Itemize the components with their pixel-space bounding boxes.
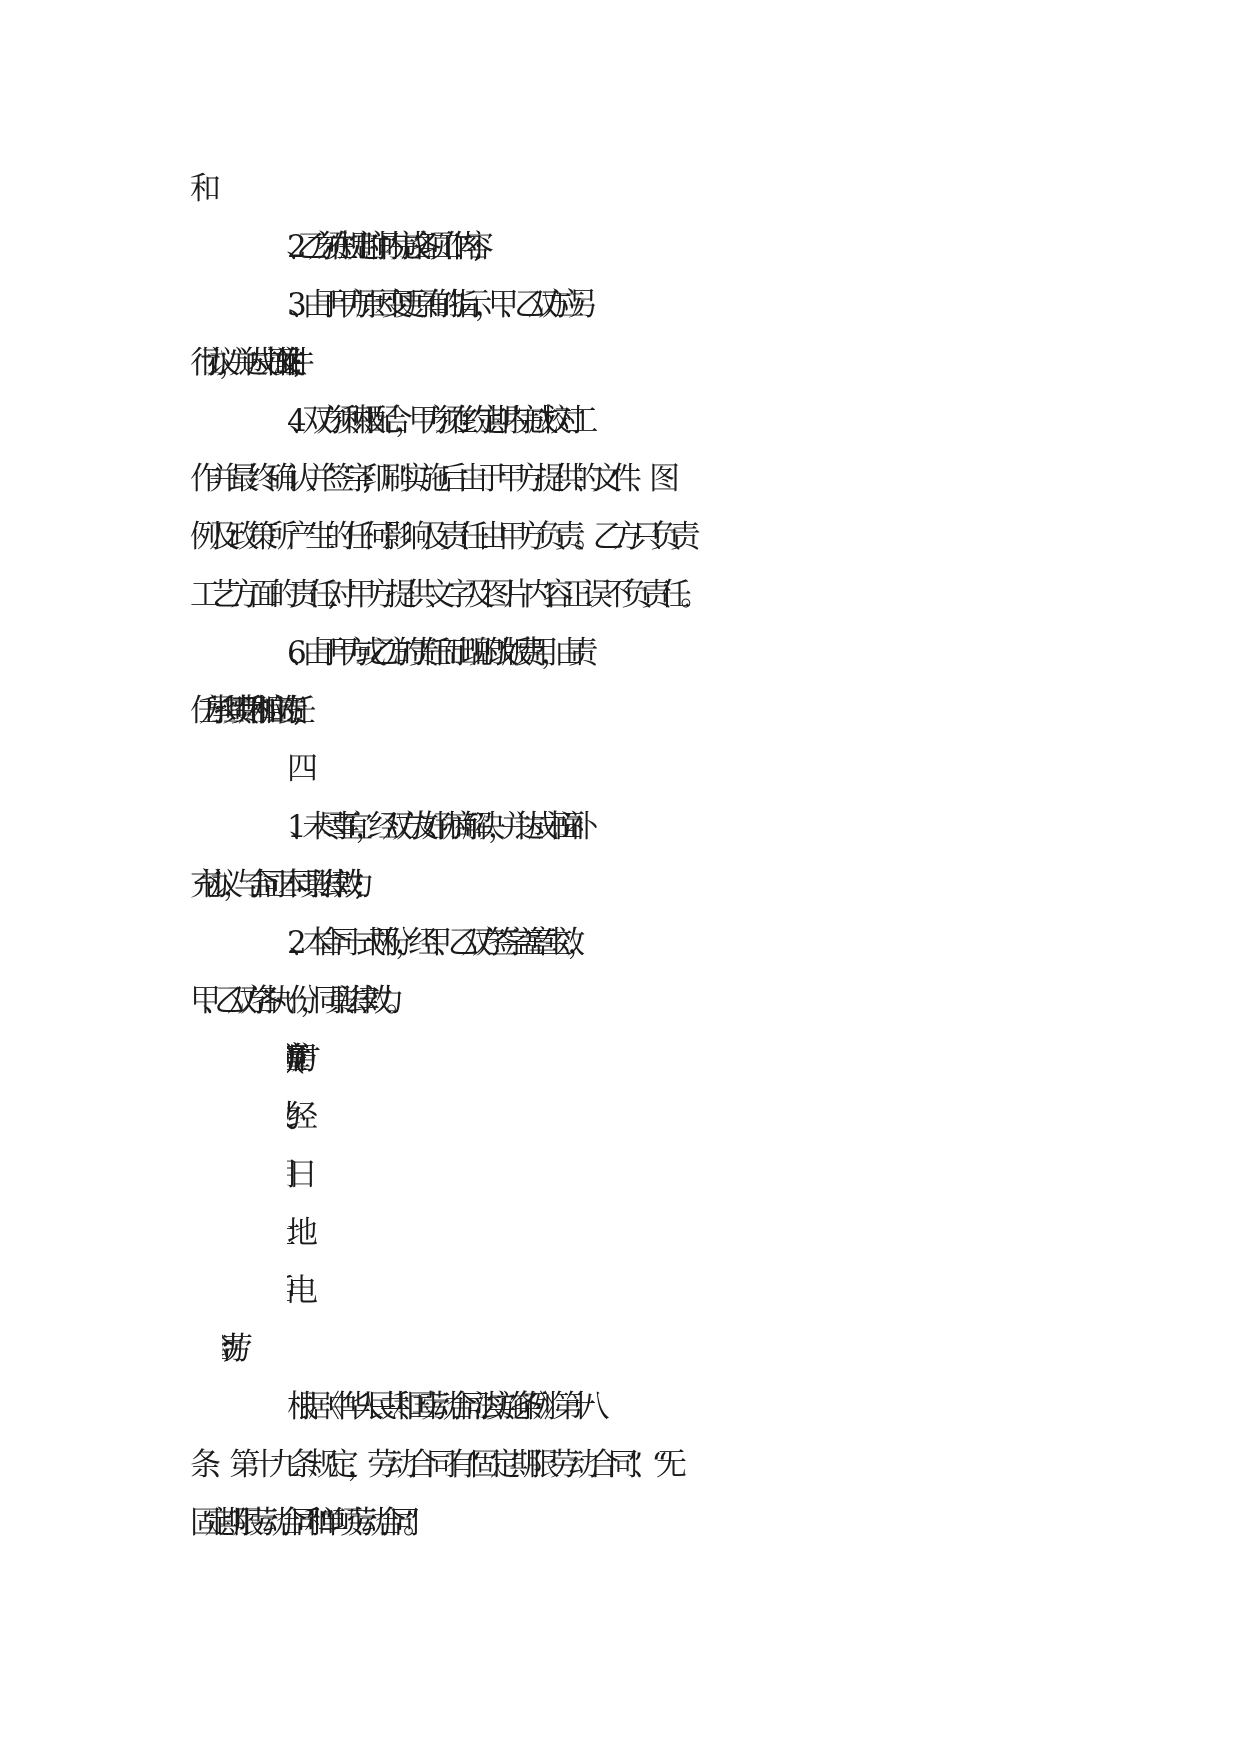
paragraph-line: 固定期限劳动合同”和“单项劳动合同”。 [190,1505,418,1541]
paragraph-line: 条、第十九条规定，劳动合同有“固定期限劳动合同”、“无 [190,1447,676,1483]
signature-address-line [287,1204,1090,1262]
signature-seal-line [287,1030,1090,1088]
paragraph-line: 根据《中华人民共和国劳动合同法实施条例》第十八 [287,1389,592,1425]
section-heading [287,740,1090,798]
paragraph-line: 3、由于甲方原因变更原有的指示，甲、乙双方应另 [287,287,581,323]
paragraph-line: 1、未尽事宜，经双方友好协商解决，并达成书面补 [287,809,581,845]
paragraph-line: 2、本合同一式两份，经甲、乙双方签字盖章生效， [287,925,581,961]
signature-phone-line [287,1262,1090,1320]
paragraph-line: 任方承担其费用和相应的责任; [190,693,281,729]
paragraph-line: 工艺方面的责任,对甲方提供文字及图片内容正误不负责任。 [190,577,700,613]
paragraph-line: 6、由于甲方或乙方的责任而出现的改版费用，由责 [287,635,581,671]
paragraph-line: 2、乙方须在规定时间内完成各项工作内容; [287,229,464,265]
paragraph-line: 甲、乙双方各执一份，同具法律效力。 [190,983,399,1019]
paragraph-line: 行协议，并达成书面性 文件; [190,345,283,381]
paragraph-line: 4、双方须积极配合，甲方须在约定期内完成校对工 [287,403,581,439]
paragraph-line [190,160,1090,218]
paragraph-line: 充协议，与合同正本同具法律效力; [190,867,346,903]
signature-handler-line [287,1088,1090,1146]
paragraph-line: 作并最终确认并签字;印刷实施后由于甲方提供的文件、图 [190,461,669,497]
signature-date-line [287,1146,1090,1204]
article-heading [222,1320,1090,1378]
paragraph-line: 例及政策所产生的任何影响及责任由甲方负责。乙方只负责 [190,519,689,555]
